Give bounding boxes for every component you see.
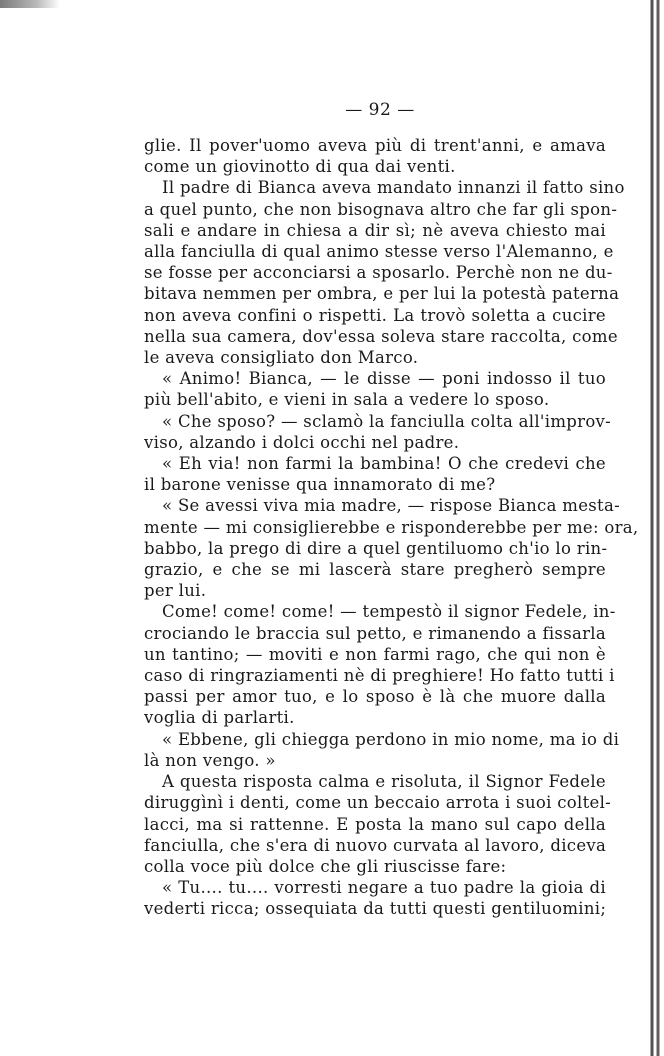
text-line: le aveva consigliato don Marco.	[144, 348, 419, 368]
text-line: un tantino; — moviti e non farmi rago, che qui non è	[144, 644, 606, 664]
paragraph	[144, 771, 612, 877]
text-line: se fosse per acconciarsi a sposarlo. Perchè non ne du-	[144, 263, 613, 283]
text-line: voglia di parlarti.	[144, 708, 295, 728]
text-line: sali e andare in chiesa a dir sì; nè aveva chiesto mai	[144, 220, 606, 240]
paragraph	[144, 411, 612, 453]
paragraph	[144, 877, 606, 919]
text-line: vederti ricca; ossequiata da tutti questi gentiluomini;	[144, 899, 607, 919]
paragraph	[144, 601, 616, 728]
text-line: come un giovinotto di qua dai venti.	[144, 157, 456, 177]
text-line: per lui.	[144, 581, 207, 601]
text-line: nella sua camera, dov'essa soleva stare raccolta, come	[144, 326, 618, 346]
paragraph	[144, 495, 639, 601]
paragraph	[144, 135, 606, 177]
text-line: viso, alzando i dolci occhi nel padre.	[144, 432, 460, 452]
paragraph	[144, 177, 625, 368]
text-line: là non vengo. »	[144, 750, 276, 770]
text-line: A questa risposta calma e risoluta, il Signor Fedele	[162, 772, 606, 792]
text-line: più bell'abito, e vieni in sala a vedere lo sposo.	[144, 390, 550, 410]
text-line: « Che sposo? — sclamò la fanciulla colta all'improv-	[162, 411, 612, 431]
text-line: colla voce più dolce che gli riuscisse fare:	[144, 856, 507, 876]
text-line: glie. Il pover'uomo aveva più di trent'anni, e amava	[144, 136, 606, 155]
text-line: a quel punto, che non bisognava altro che far gli spon-	[144, 199, 618, 219]
text-line: grazio, e che se mi lascerà stare pregherò sempre	[144, 560, 606, 580]
text-line: lacci, ma si rattenne. E posta la mano sul capo della	[144, 814, 606, 834]
paragraph	[144, 368, 606, 410]
text-line: crociando le braccia sul petto, e rimanendo a fissarla	[144, 623, 606, 643]
page-body	[144, 135, 639, 920]
text-line: il barone venisse qua innamorato di me?	[144, 475, 496, 495]
text-line: fanciulla, che s'era di nuovo curvata al lavoro, diceva	[144, 835, 607, 855]
paragraph	[144, 453, 606, 495]
text-line: alla fanciulla di qual animo stesse verso l'Alemanno, e	[144, 242, 614, 262]
text-line: « Tu.... tu.... vorresti negare a tuo padre la gioia di	[162, 878, 606, 898]
book-page-edge	[642, 0, 664, 1056]
text-line: bitava nemmen per ombra, e per lui la potestà paterna	[144, 284, 620, 304]
page-number: — 92 —	[345, 100, 415, 120]
text-line: mente — mi consiglierebbe e risponderebbe per me: ora,	[144, 517, 639, 537]
text-line: non aveva confini o rispetti. La trovò soletta a cucire	[144, 305, 606, 325]
text-line: « Eh via! non farmi la bambina! O che credevi che	[162, 454, 606, 474]
text-line: babbo, la prego di dire a quel gentiluomo ch'io lo rin-	[144, 538, 608, 558]
scan-corner-mark	[0, 0, 60, 8]
text-line: Il padre di Bianca aveva mandato innanzi il fatto sino	[162, 178, 625, 198]
text-line: « Ebbene, gli chiegga perdono in mio nome, ma io di	[162, 729, 620, 749]
text-line: diruggìnì i denti, come un beccaio arrota i suoi coltel-	[144, 793, 612, 813]
text-line: Come! come! come! — tempestò il signor Fedele, in-	[162, 602, 616, 622]
text-line: passi per amor tuo, e lo sposo è là che muore dalla	[144, 687, 606, 707]
text-line: caso di ringraziamenti nè di preghiere! Ho fatto tutti i	[144, 666, 615, 686]
text-line: « Animo! Bianca, — le disse — poni indosso il tuo	[162, 369, 606, 389]
paragraph	[144, 729, 620, 771]
text-line: « Se avessi viva mia madre, — rispose Bianca mesta-	[162, 496, 620, 516]
